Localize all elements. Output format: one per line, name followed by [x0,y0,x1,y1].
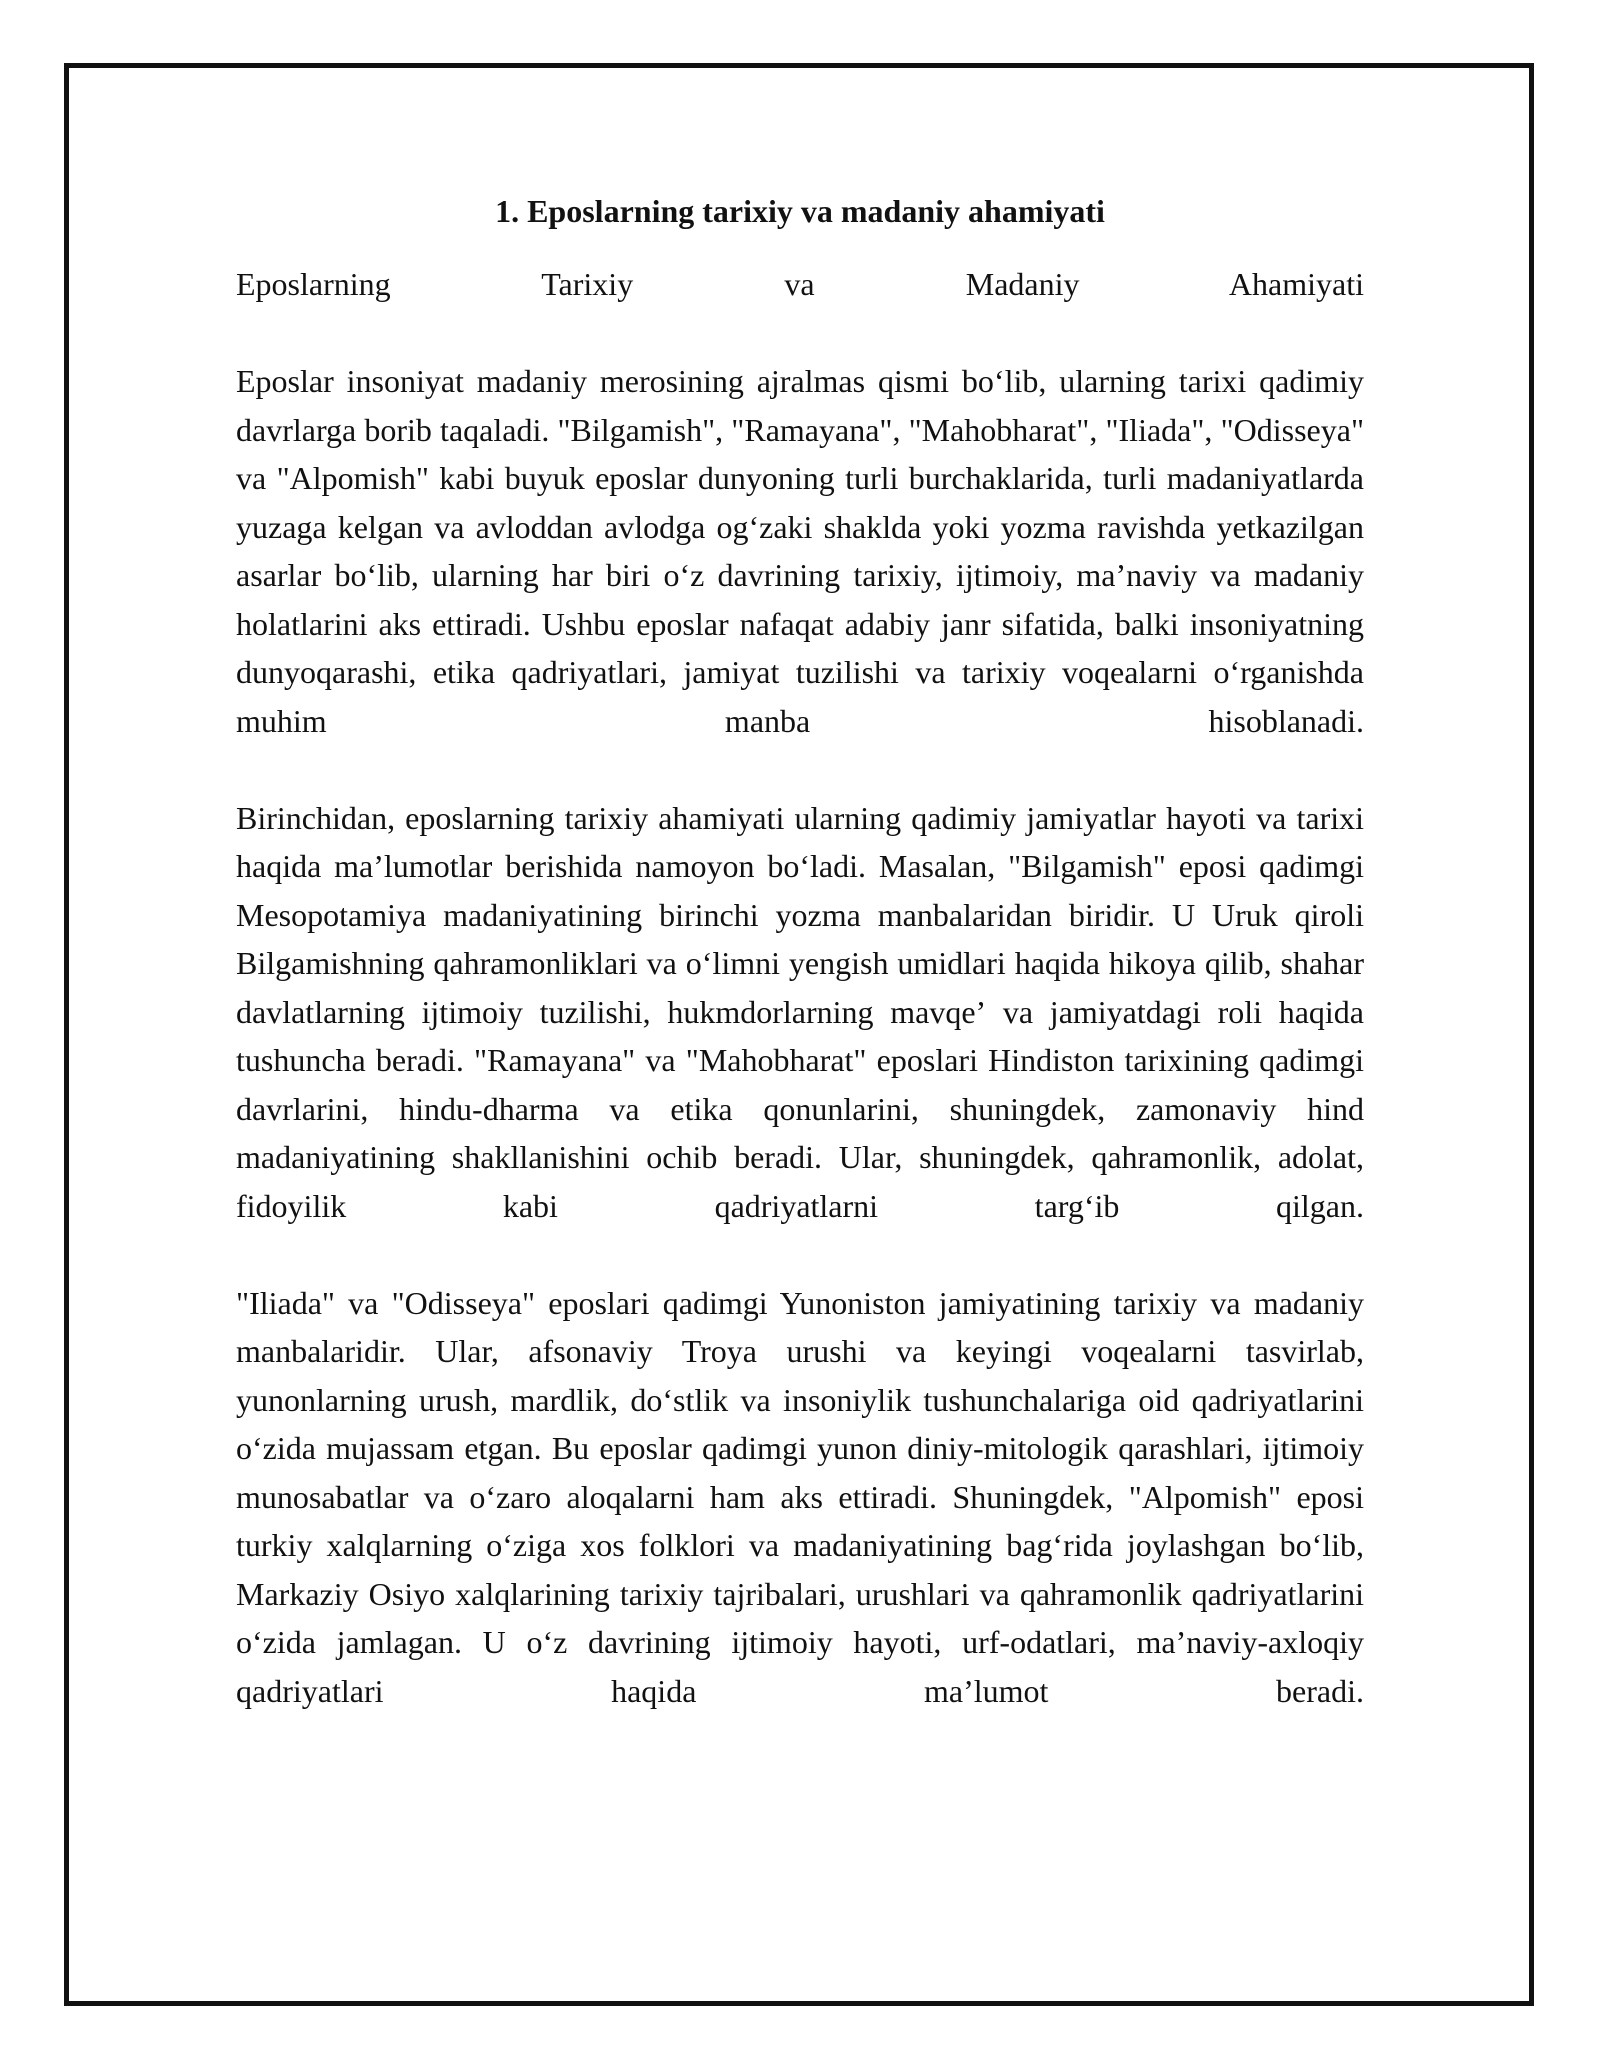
paragraph-3: "Iliada" va "Odisseya" eposlari qadimgi Yunoniston jamiyatining tarixiy va madaniy manbalaridir. Ular, afsonaviy Troya urushi va keyingi voqealarni tasvirlab, yunonlarning urush, mardlik, doʻstlik va insoniylik tushunchalariga oid qadriyatlarini oʻzida mujassam etgan. Bu eposlar qadimgi yunon diniy-mitologik qarashlari, ijtimoiy munosabatlar va oʻzaro aloqalarni ham aks ettiradi. Shuningdek, "Alpomish" eposi turkiy xalqlarning oʻziga xos folklori va madaniyatining bagʻrida joylashgan boʻlib, Markaziy Osiyo xalqlarining tarixiy tajribalari, urushlari va qahramonlik qadriyatlarini oʻzida jamlagan. U oʻz davrining ijtimoiy hayoti, urf-odatlari, maʼnaviy-axloqiy qadriyatlari haqida maʼlumot beradi. [236,1284,1364,1709]
document-subtitle: Eposlarning Tarixiy va Madaniy Ahamiyati [236,266,1364,302]
paragraph-spacer [236,745,1364,794]
document-body [236,190,1364,1715]
document-title: 1. Eposlarning tarixiy va madaniy ahamiyati [495,193,1105,229]
paragraph-spacer [236,1230,1364,1279]
paragraph-2: Birinchidan, eposlarning tarixiy ahamiyati ularning qadimiy jamiyatlar hayoti va tarixi haqida maʼlumotlar berishida namoyon boʻladi. Masalan, "Bilgamish" eposi qadimgi Mesopotamiya madaniyatining birinchi yozma manbalaridan biridir. U Uruk qiroli Bilgamishning qahramonliklari va oʻlimni yengish umidlari haqida hikoya qilib, shahar davlatlarning ijtimoiy tuzilishi, hukmdorlarning mavqeʼ va jamiyatdagi roli haqida tushuncha beradi. "Ramayana" va "Mahobharat" eposlari Hindiston tarixining qadimgi davrlarini, hindu-dharma va etika qonunlarini, shuningdek, zamonaviy hind madaniyatining shakllanishini ochib beradi. Ular, shuningdek, qahramonlik, adolat, fidoyilik kabi qadriyatlarni targʻib qilgan. [236,799,1364,1224]
paragraph-1: Eposlar insoniyat madaniy merosining ajralmas qismi boʻlib, ularning tarixi qadimiy davrlarga borib taqaladi. "Bilgamish", "Ramayana", "Mahobharat", "Iliada", "Odisseya" va "Alpomish" kabi buyuk eposlar dunyoning turli burchaklarida, turli madaniyatlarda yuzaga kelgan va avloddan avlodga ogʻzaki shakldа yoki yozma ravishda yetkazilgan asarlar boʻlib, ularning har biri oʻz davrining tarixiy, ijtimoiy, maʼnaviy va madaniy holatlarini aks ettiradi. Ushbu eposlar nafaqat adabiy janr sifatida, balki insoniyatning dunyoqarashi, etika qadriyatlari, jamiyat tuzilishi va tarixiy voqealarni oʻrganishda muhim manba hisoblanadi. [236,363,1364,739]
paragraph-spacer [236,309,1364,358]
